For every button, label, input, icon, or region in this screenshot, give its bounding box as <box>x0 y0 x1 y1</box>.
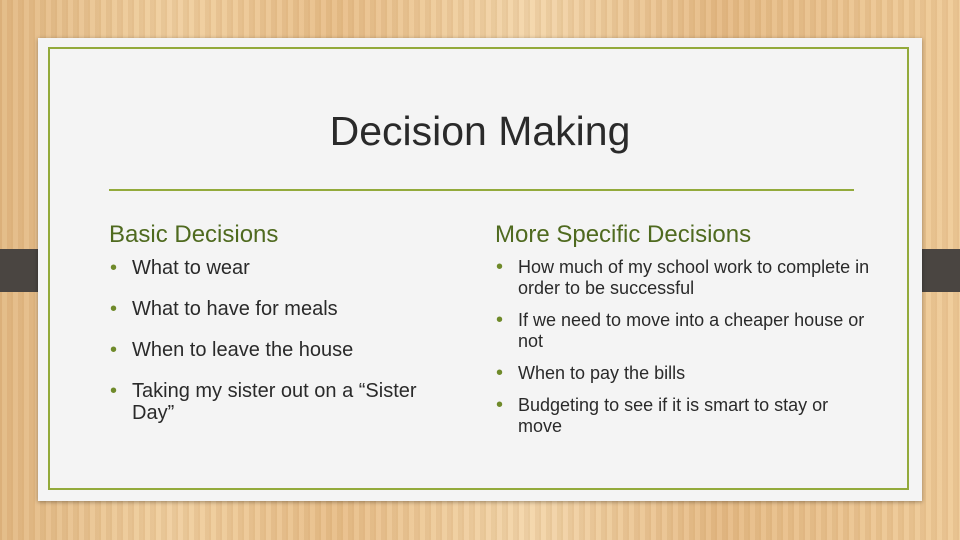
list-item-text: Taking my sister out on a “Sister Day” <box>132 380 417 424</box>
bullet-icon: • <box>496 362 504 384</box>
left-bullet-list <box>109 257 449 424</box>
list-item <box>495 257 875 299</box>
title-divider <box>109 189 854 191</box>
list-item <box>495 310 875 352</box>
slide-title: Decision Making <box>329 108 631 154</box>
list-item-text: If we need to move into a cheaper house or not <box>518 310 865 351</box>
right-column-heading: More Specific Decisions <box>495 221 752 248</box>
right-column <box>495 220 875 448</box>
list-item-text: Budgeting to see if it is smart to stay or move <box>518 395 829 436</box>
list-item-text: What to wear <box>132 257 250 279</box>
left-column-heading: Basic Decisions <box>109 221 279 248</box>
list-item-text: How much of my school work to complete in order to be successful <box>518 257 870 298</box>
bullet-icon: • <box>110 339 118 361</box>
list-item <box>109 298 449 320</box>
bullet-icon: • <box>110 298 118 320</box>
list-item <box>495 363 875 384</box>
left-column <box>109 220 449 443</box>
list-item-text: When to leave the house <box>132 339 354 361</box>
bullet-icon: • <box>496 309 504 331</box>
bullet-icon: • <box>110 380 118 402</box>
bullet-icon: • <box>110 257 118 279</box>
list-item-text: What to have for meals <box>132 298 338 320</box>
list-item <box>109 380 449 424</box>
right-bullet-list <box>495 257 875 437</box>
list-item <box>109 339 449 361</box>
list-item-text: When to pay the bills <box>518 363 686 383</box>
bullet-icon: • <box>496 394 504 416</box>
list-item <box>495 395 875 437</box>
bullet-icon: • <box>496 256 504 278</box>
slide <box>38 38 922 501</box>
list-item <box>109 257 449 279</box>
